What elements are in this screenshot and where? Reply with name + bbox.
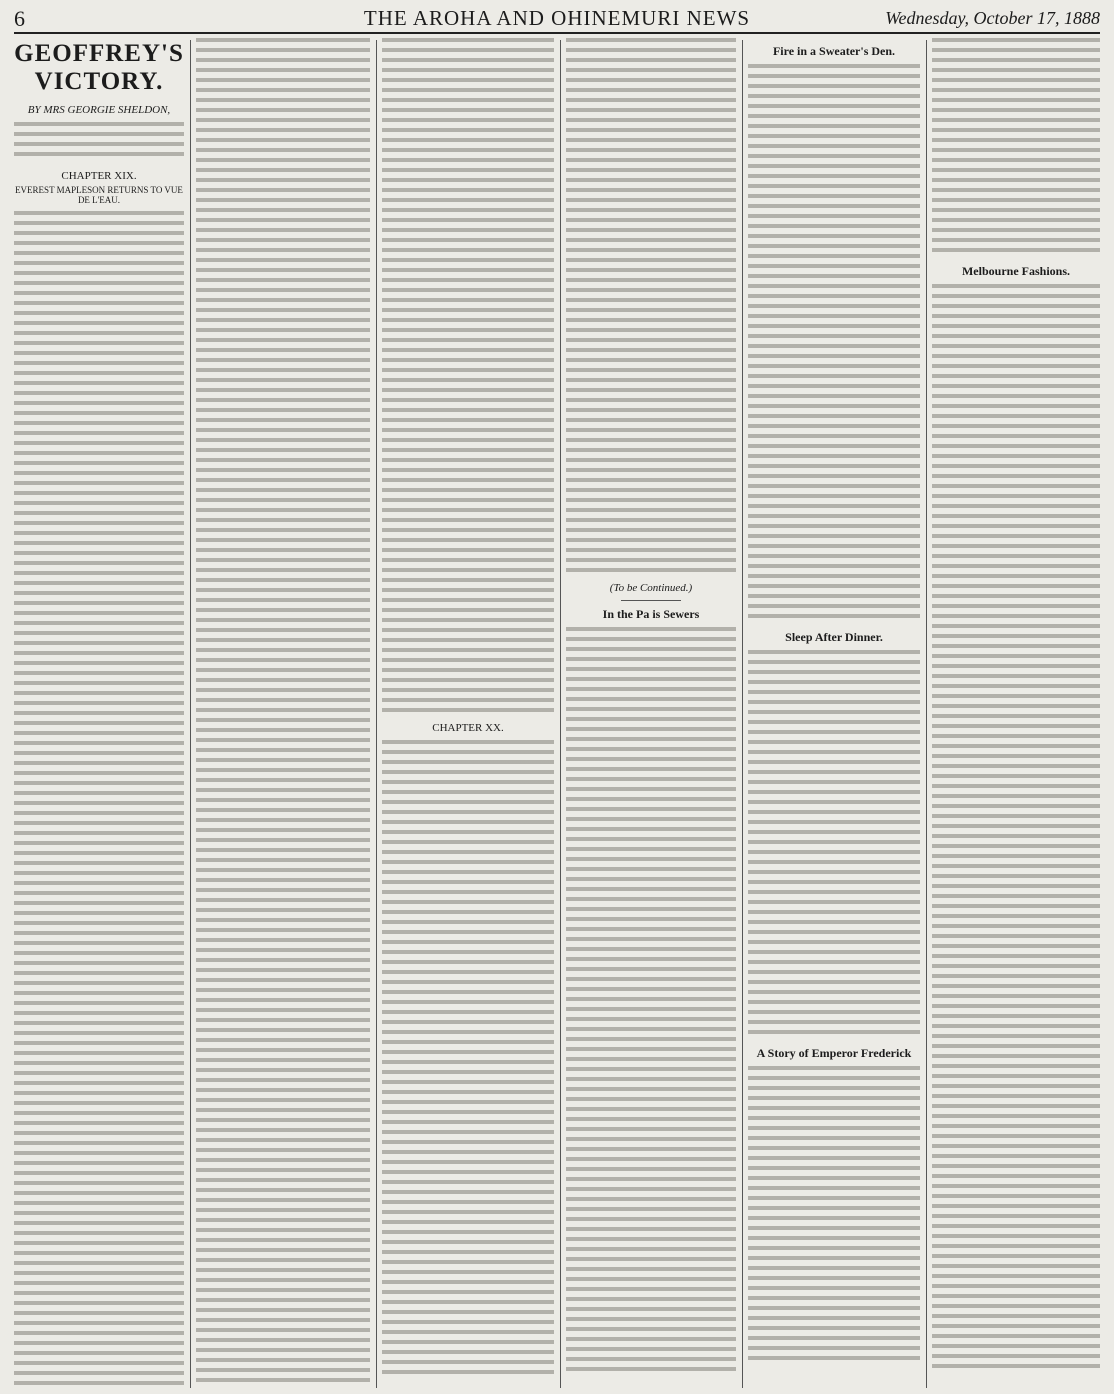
text-block [14, 211, 184, 1388]
column-3 [382, 38, 554, 1388]
text-block [382, 38, 554, 714]
column-2 [196, 38, 370, 1388]
section-heading: A Story of Emperor Frederick [756, 1046, 912, 1060]
text-block [382, 740, 554, 1380]
column-4 [566, 38, 736, 1388]
column-rule [560, 40, 561, 1388]
chapter-subheading: EVEREST MAPLESON RETURNS TO VUE DE L'EAU. [15, 185, 183, 205]
text-block [566, 627, 736, 1371]
masthead [14, 6, 1100, 34]
column-1 [14, 38, 184, 1388]
section-heading: Sleep After Dinner. [785, 630, 883, 644]
section-heading: Fire in a Sweater's Den. [772, 44, 896, 58]
column-rule [376, 40, 377, 1388]
chapter-heading: CHAPTER XX. [432, 722, 504, 734]
text-block [748, 1066, 920, 1366]
newspaper-title: THE AROHA AND OHINEMURI NEWS [363, 6, 751, 30]
text-block [932, 284, 1100, 1374]
section-heading: Melbourne Fashions. [961, 264, 1070, 278]
text-block [748, 650, 920, 1040]
text-block [748, 64, 920, 624]
to-be-continued-note: (To be Continued.) [609, 582, 693, 594]
text-block [566, 38, 736, 578]
section-heading: In the Pa is Sewers [602, 607, 700, 621]
story-byline: BY MRS GEORGIE SHELDON, [27, 104, 171, 116]
divider [621, 600, 681, 601]
text-block [196, 38, 370, 1384]
chapter-heading: CHAPTER XIX. [61, 170, 137, 182]
page-number: 6 [14, 6, 25, 31]
text-block [932, 38, 1100, 258]
column-6 [932, 38, 1100, 1388]
story-title: GEOFFREY'S VICTORY. [14, 40, 184, 95]
column-rule [190, 40, 191, 1388]
column-rule [926, 40, 927, 1388]
column-rule [742, 40, 743, 1388]
text-block [14, 122, 184, 162]
column-5 [748, 38, 920, 1388]
issue-date: Wednesday, October 17, 1888 [885, 8, 1100, 28]
